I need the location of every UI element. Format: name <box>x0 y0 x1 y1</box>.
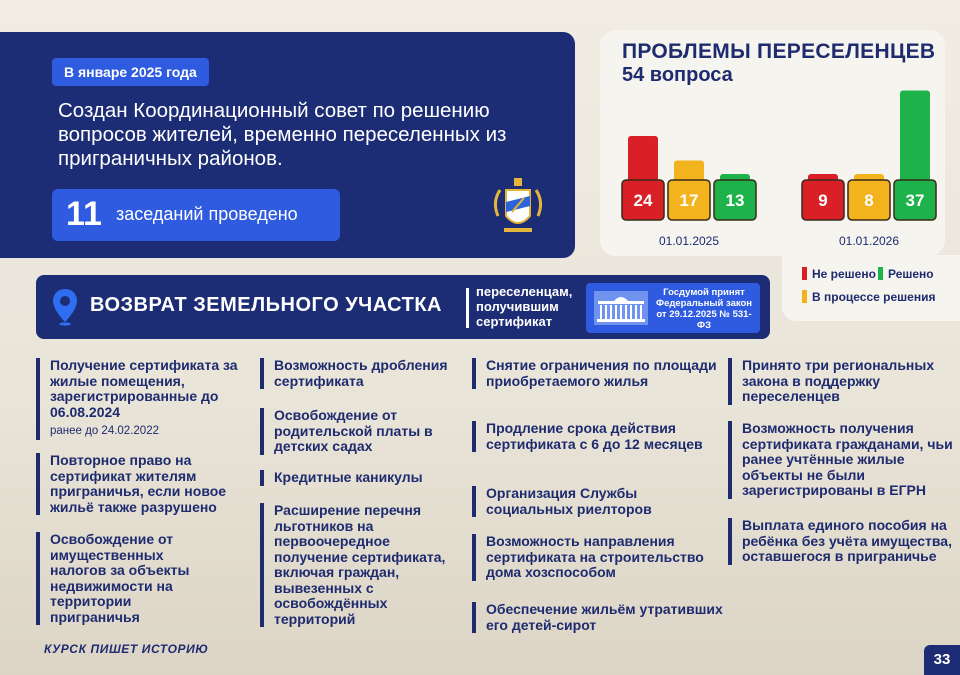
meetings-label: заседаний проведено <box>116 204 298 224</box>
list-item: Освобождение от имущественных налогов за объекты недвижимости на территории приграничья <box>36 532 220 625</box>
page-number: 33 <box>924 645 960 675</box>
data-label: 9 <box>818 191 828 210</box>
banner-divider <box>466 288 469 328</box>
data-label: 24 <box>633 191 653 210</box>
law-text: Госдумой принят Федеральный закон от 29.12.2025 № 531-ФЗ <box>655 287 753 331</box>
legend-item-unresolved: Не решено <box>802 267 876 281</box>
list-item: Получение сертификата за жилые помещения, зарегистрированные до 06.08.2024 ранее до 24.02.2022 <box>36 358 250 440</box>
list-item: Выплата единого пособия на ребёнка без учёта имущества, оставшегося в приграничье <box>728 518 960 565</box>
list-item: Обеспечение жильём утративших его детей-сирот <box>472 602 726 633</box>
list-item: Кредитные каникулы <box>260 470 474 486</box>
list-item: Повторное право на сертификат жителям приграничья, если новое жильё также разрушено <box>36 453 250 515</box>
state-duma-building-icon <box>594 291 648 325</box>
chart-subtitle: 54 вопроса <box>622 64 733 86</box>
legend-item-resolved: Решено <box>878 267 934 281</box>
issues-bar-chart <box>600 80 945 256</box>
chart-title: ПРОБЛЕМЫ ПЕРЕСЕЛЕНЦЕВ <box>622 40 936 63</box>
legend-item-in-progress: В процессе решения <box>802 290 935 304</box>
banner-subtitle: переселенцам, получившим сертификат <box>476 284 573 329</box>
chart-legend <box>782 255 960 321</box>
council-description: Создан Координационный совет по решению вопросов жителей, временно переселенных из приграничных районов. <box>58 99 507 170</box>
footer-brand: КУРСК ПИШЕТ ИСТОРИЮ <box>44 642 209 656</box>
list-item: Возможность направления сертификата на строительство дома хозспособом <box>472 534 726 581</box>
banner-title: ВОЗВРАТ ЗЕМЕЛЬНОГО УЧАСТКА <box>90 294 442 316</box>
list-item: Освобождение от родительской платы в детских садах <box>260 408 474 455</box>
list-item: Возможность дробления сертификата <box>260 358 474 389</box>
data-label: 8 <box>864 191 874 210</box>
meetings-number: 11 <box>66 195 102 233</box>
list-item-note: ранее до 24.02.2022 <box>50 425 159 437</box>
list-item: Принято три региональных закона в поддержку переселенцев <box>728 358 960 405</box>
date-badge: В январе 2025 года <box>52 58 209 86</box>
list-item: Продление срока действия сертификата с 6 до 12 месяцев <box>472 421 706 452</box>
data-label: 13 <box>725 191 745 210</box>
meetings-counter <box>52 189 340 241</box>
data-label: 17 <box>679 191 699 210</box>
category-label: 01.01.2026 <box>838 234 900 248</box>
list-item: Возможность получения сертификата гражданами, чьи ранее учтённые жилые объекты не были зарегистрированы в ЕГРН <box>728 421 960 499</box>
list-item: Организация Службы социальных риелторов <box>472 486 686 517</box>
location-pin-icon <box>52 288 78 326</box>
list-item: Расширение перечня льготников на первоочередное получение сертификата, включая граждан, вывезенных с освобождённых территорий <box>260 503 464 627</box>
kursk-coat-of-arms-icon <box>490 176 546 240</box>
list-item: Снятие ограничения по площади приобретаемого жилья <box>472 358 726 389</box>
data-label: 37 <box>905 191 925 210</box>
category-label: 01.01.2025 <box>658 234 720 248</box>
